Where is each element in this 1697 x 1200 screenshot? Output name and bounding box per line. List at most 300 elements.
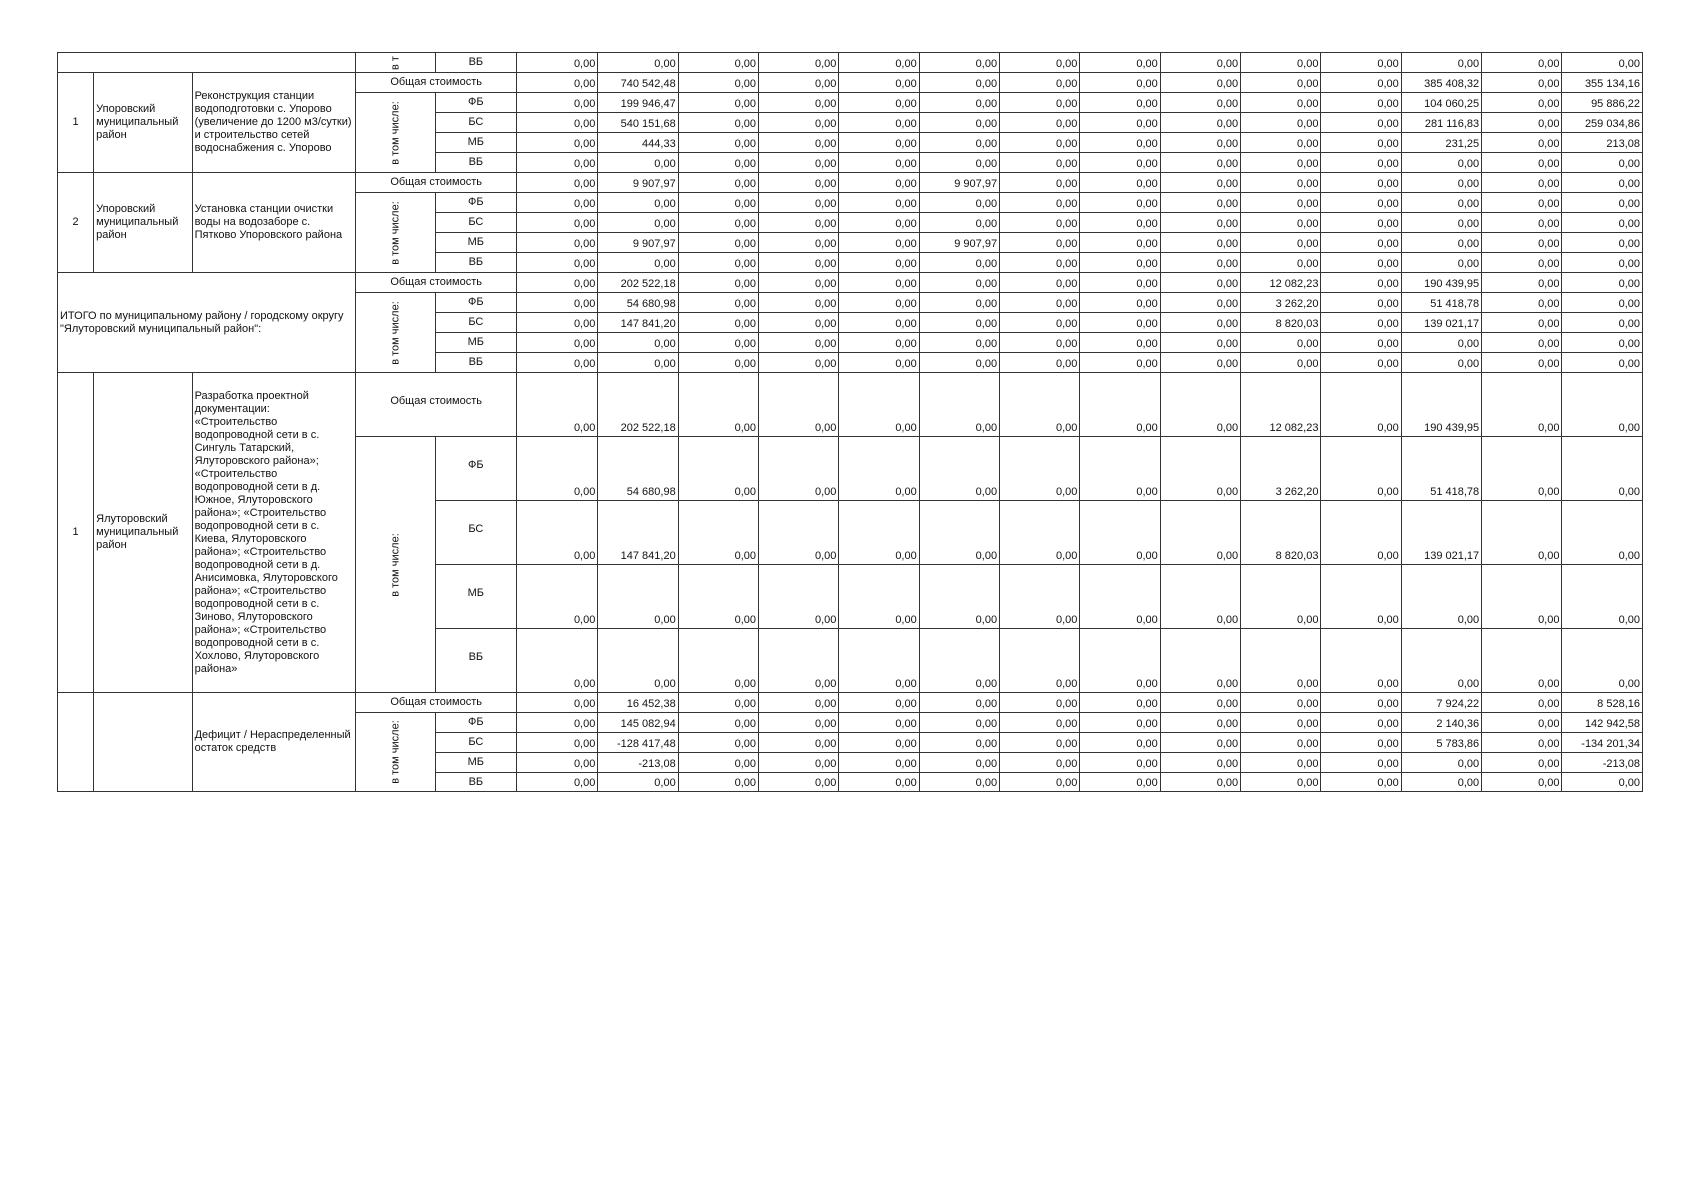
value-cell: 0,00: [839, 773, 919, 792]
total-cost-label: Общая стоимость: [356, 373, 517, 437]
value-cell: 0,00: [1241, 113, 1321, 133]
value-cell: 0,00: [919, 353, 999, 373]
table-row: [58, 273, 1643, 293]
source-label: ФБ: [435, 93, 516, 113]
value-cell: 0,00: [1241, 93, 1321, 113]
value-cell: 145 082,94: [598, 713, 678, 733]
value-cell: 12 082,23: [1241, 273, 1321, 293]
value-cell: 190 439,95: [1401, 373, 1481, 437]
value-cell: 0,00: [1241, 193, 1321, 213]
value-cell: 54 680,98: [598, 293, 678, 313]
value-cell: 0,00: [598, 193, 678, 213]
value-cell: 0,00: [1482, 133, 1562, 153]
value-cell: 0,00: [517, 73, 598, 93]
value-cell: 0,00: [517, 173, 598, 193]
value-cell: 0,00: [517, 753, 598, 773]
value-cell: 0,00: [1080, 73, 1160, 93]
total-cost-label: Общая стоимость: [356, 173, 517, 193]
source-label: ВБ: [435, 353, 516, 373]
value-cell: 139 021,17: [1401, 501, 1481, 565]
table-row: [58, 373, 1643, 437]
value-cell: 0,00: [759, 53, 839, 73]
value-cell: 0,00: [1160, 173, 1240, 193]
value-cell: 0,00: [1321, 565, 1401, 629]
row-index: 2: [58, 173, 94, 273]
table-row: [58, 53, 1643, 73]
value-cell: 142 942,58: [1562, 713, 1643, 733]
value-cell: 0,00: [1562, 53, 1643, 73]
value-cell: 0,00: [839, 53, 919, 73]
value-cell: 0,00: [1000, 193, 1080, 213]
value-cell: 0,00: [759, 773, 839, 792]
value-cell: 3 262,20: [1241, 437, 1321, 501]
value-cell: 281 116,83: [1401, 113, 1481, 133]
value-cell: 0,00: [598, 53, 678, 73]
value-cell: 0,00: [839, 629, 919, 693]
value-cell: 0,00: [1080, 253, 1160, 273]
value-cell: 0,00: [759, 93, 839, 113]
value-cell: 0,00: [1482, 565, 1562, 629]
value-cell: 0,00: [1000, 253, 1080, 273]
value-cell: 0,00: [919, 773, 999, 792]
source-label: ВБ: [435, 253, 516, 273]
value-cell: 0,00: [839, 113, 919, 133]
value-cell: 0,00: [1321, 73, 1401, 93]
value-cell: 0,00: [1321, 293, 1401, 313]
value-cell: 9 907,97: [919, 233, 999, 253]
value-cell: 0,00: [919, 333, 999, 353]
value-cell: 0,00: [839, 233, 919, 253]
value-cell: 0,00: [759, 565, 839, 629]
value-cell: 202 522,18: [598, 373, 678, 437]
district-name: Упоровский муниципальный район: [94, 173, 192, 273]
row-index: 1: [58, 373, 94, 693]
value-cell: 0,00: [598, 153, 678, 173]
value-cell: 199 946,47: [598, 93, 678, 113]
value-cell: 0,00: [517, 153, 598, 173]
value-cell: 0,00: [759, 437, 839, 501]
deficit-label: Дефицит / Нераспределенный остаток средств: [192, 693, 356, 792]
value-cell: 0,00: [1562, 437, 1643, 501]
table-row: [58, 173, 1643, 193]
value-cell: 0,00: [1321, 733, 1401, 753]
value-cell: 0,00: [517, 273, 598, 293]
value-cell: 54 680,98: [598, 437, 678, 501]
value-cell: 0,00: [759, 313, 839, 333]
value-cell: 0,00: [678, 173, 758, 193]
value-cell: 0,00: [678, 213, 758, 233]
value-cell: 0,00: [1562, 353, 1643, 373]
value-cell: 0,00: [1321, 153, 1401, 173]
value-cell: 12 082,23: [1241, 373, 1321, 437]
value-cell: 0,00: [1401, 753, 1481, 773]
empty-cell: [58, 53, 356, 73]
value-cell: 0,00: [839, 133, 919, 153]
value-cell: 0,00: [759, 133, 839, 153]
value-cell: 0,00: [919, 293, 999, 313]
value-cell: 0,00: [1160, 353, 1240, 373]
value-cell: 0,00: [1080, 213, 1160, 233]
value-cell: 0,00: [1160, 733, 1240, 753]
total-cost-label: Общая стоимость: [356, 273, 517, 293]
value-cell: 0,00: [517, 113, 598, 133]
value-cell: 0,00: [678, 753, 758, 773]
value-cell: 0,00: [678, 565, 758, 629]
value-cell: 0,00: [1321, 333, 1401, 353]
value-cell: 0,00: [1562, 233, 1643, 253]
value-cell: 0,00: [1000, 53, 1080, 73]
value-cell: 0,00: [1321, 193, 1401, 213]
value-cell: 0,00: [1482, 313, 1562, 333]
value-cell: 0,00: [759, 253, 839, 273]
value-cell: 0,00: [1000, 133, 1080, 153]
value-cell: 0,00: [839, 173, 919, 193]
value-cell: 0,00: [1562, 253, 1643, 273]
value-cell: 0,00: [1241, 213, 1321, 233]
value-cell: 0,00: [1482, 93, 1562, 113]
value-cell: 0,00: [1482, 373, 1562, 437]
value-cell: 0,00: [1321, 437, 1401, 501]
value-cell: 0,00: [678, 373, 758, 437]
value-cell: 0,00: [678, 93, 758, 113]
value-cell: 0,00: [1000, 373, 1080, 437]
source-label: ФБ: [435, 193, 516, 213]
value-cell: 51 418,78: [1401, 293, 1481, 313]
value-cell: 0,00: [919, 273, 999, 293]
value-cell: 0,00: [678, 113, 758, 133]
value-cell: 540 151,68: [598, 113, 678, 133]
value-cell: 0,00: [1160, 565, 1240, 629]
value-cell: 0,00: [517, 253, 598, 273]
value-cell: 0,00: [517, 193, 598, 213]
value-cell: 0,00: [517, 629, 598, 693]
value-cell: 16 452,38: [598, 693, 678, 713]
source-label: ВБ: [435, 153, 516, 173]
project-name: Разработка проектной документации: «Строительство водопроводной сети в с. Сингуль Татарский, Ялуторовского района»; «Строительство водопроводной сети в д. Южное, Ялуторовского района»; «Строительство водопроводной сети в с. Киева, Ялуторовского района»; «Строительство водопроводной сети в д. Анисимовка, Ялуторовского района»; «Строительство водопроводной сети в с. Зиново, Ялуторовского района»; «Строительство водопроводной сети в с. Хохлово, Ялуторовского района»: [192, 373, 356, 693]
value-cell: 0,00: [919, 193, 999, 213]
value-cell: 0,00: [1321, 773, 1401, 792]
value-cell: 0,00: [1321, 53, 1401, 73]
value-cell: 0,00: [517, 233, 598, 253]
value-cell: 0,00: [839, 693, 919, 713]
value-cell: 0,00: [1401, 53, 1481, 73]
value-cell: 0,00: [1321, 273, 1401, 293]
source-label: МБ: [435, 233, 516, 253]
value-cell: 0,00: [1080, 629, 1160, 693]
value-cell: 0,00: [1080, 353, 1160, 373]
source-label: ВБ: [435, 773, 516, 792]
value-cell: 0,00: [1080, 153, 1160, 173]
value-cell: 0,00: [678, 353, 758, 373]
financing-table-sheet: [57, 52, 1643, 792]
value-cell: 0,00: [678, 153, 758, 173]
value-cell: 0,00: [1000, 501, 1080, 565]
value-cell: 5 783,86: [1401, 733, 1481, 753]
value-cell: 0,00: [1160, 133, 1240, 153]
value-cell: 0,00: [1080, 693, 1160, 713]
value-cell: 0,00: [1482, 353, 1562, 373]
value-cell: 0,00: [517, 293, 598, 313]
value-cell: 0,00: [1482, 213, 1562, 233]
value-cell: 0,00: [1482, 693, 1562, 713]
value-cell: 0,00: [598, 333, 678, 353]
value-cell: 0,00: [759, 233, 839, 253]
value-cell: 0,00: [1562, 333, 1643, 353]
value-cell: 0,00: [1482, 333, 1562, 353]
value-cell: 0,00: [759, 73, 839, 93]
value-cell: 0,00: [1482, 273, 1562, 293]
project-name: Реконструкция станции водоподготовки с. Упорово (увеличение до 1200 м3/сутки) и строительство сетей водоснабжения с. Упорово: [192, 73, 356, 173]
value-cell: 0,00: [1080, 193, 1160, 213]
value-cell: 0,00: [919, 753, 999, 773]
value-cell: 0,00: [517, 773, 598, 792]
source-label: МБ: [435, 333, 516, 353]
value-cell: 147 841,20: [598, 501, 678, 565]
total-cost-label: Общая стоимость: [356, 693, 517, 713]
value-cell: 0,00: [1080, 273, 1160, 293]
value-cell: 0,00: [1080, 293, 1160, 313]
value-cell: 0,00: [517, 693, 598, 713]
value-cell: 0,00: [1401, 253, 1481, 273]
value-cell: 0,00: [1562, 313, 1643, 333]
value-cell: 0,00: [839, 213, 919, 233]
value-cell: 0,00: [759, 173, 839, 193]
value-cell: 0,00: [1321, 693, 1401, 713]
value-cell: 0,00: [919, 713, 999, 733]
value-cell: 0,00: [1482, 253, 1562, 273]
value-cell: 0,00: [1000, 233, 1080, 253]
value-cell: 0,00: [1321, 313, 1401, 333]
value-cell: 8 820,03: [1241, 501, 1321, 565]
value-cell: 0,00: [1241, 333, 1321, 353]
value-cell: 147 841,20: [598, 313, 678, 333]
value-cell: 0,00: [1401, 193, 1481, 213]
value-cell: 2 140,36: [1401, 713, 1481, 733]
value-cell: 0,00: [839, 733, 919, 753]
value-cell: 0,00: [1160, 253, 1240, 273]
value-cell: 0,00: [1000, 293, 1080, 313]
value-cell: 0,00: [1000, 213, 1080, 233]
value-cell: 0,00: [1241, 253, 1321, 273]
table-row: [58, 693, 1643, 713]
district-name: Упоровский муниципальный район: [94, 73, 192, 173]
value-cell: 0,00: [1160, 313, 1240, 333]
value-cell: 0,00: [1321, 233, 1401, 253]
empty-cell: [58, 693, 94, 792]
value-cell: 0,00: [517, 713, 598, 733]
value-cell: 0,00: [1160, 113, 1240, 133]
value-cell: -213,08: [1562, 753, 1643, 773]
value-cell: 0,00: [598, 253, 678, 273]
value-cell: 0,00: [1080, 133, 1160, 153]
source-label: БС: [435, 501, 516, 565]
value-cell: 8 820,03: [1241, 313, 1321, 333]
value-cell: 0,00: [839, 313, 919, 333]
value-cell: 0,00: [678, 193, 758, 213]
value-cell: 0,00: [759, 193, 839, 213]
value-cell: 0,00: [517, 501, 598, 565]
value-cell: 740 542,48: [598, 73, 678, 93]
value-cell: 0,00: [1080, 93, 1160, 113]
value-cell: 0,00: [1080, 233, 1160, 253]
empty-cell: [94, 693, 192, 792]
value-cell: 0,00: [678, 133, 758, 153]
value-cell: 0,00: [839, 193, 919, 213]
value-cell: 0,00: [678, 733, 758, 753]
value-cell: 0,00: [759, 693, 839, 713]
value-cell: 0,00: [1562, 565, 1643, 629]
value-cell: 0,00: [839, 501, 919, 565]
source-label: ВБ: [435, 629, 516, 693]
value-cell: 0,00: [1321, 629, 1401, 693]
value-cell: 0,00: [1080, 313, 1160, 333]
value-cell: 0,00: [1160, 773, 1240, 792]
value-cell: 0,00: [1482, 53, 1562, 73]
source-label: МБ: [435, 565, 516, 629]
value-cell: 0,00: [517, 53, 598, 73]
source-label: БС: [435, 213, 516, 233]
value-cell: 0,00: [1401, 353, 1481, 373]
value-cell: 0,00: [1401, 213, 1481, 233]
value-cell: 0,00: [1562, 629, 1643, 693]
value-cell: 0,00: [919, 501, 999, 565]
value-cell: 0,00: [1000, 333, 1080, 353]
value-cell: 0,00: [1160, 693, 1240, 713]
value-cell: 0,00: [1080, 53, 1160, 73]
in-number-label: в т: [356, 53, 435, 73]
value-cell: 0,00: [1160, 273, 1240, 293]
value-cell: 0,00: [759, 273, 839, 293]
value-cell: 0,00: [1482, 73, 1562, 93]
value-cell: 0,00: [1160, 713, 1240, 733]
value-cell: 0,00: [1241, 73, 1321, 93]
value-cell: 0,00: [598, 353, 678, 373]
value-cell: 0,00: [759, 733, 839, 753]
value-cell: 0,00: [759, 113, 839, 133]
value-cell: 0,00: [839, 753, 919, 773]
value-cell: 0,00: [1080, 501, 1160, 565]
value-cell: 231,25: [1401, 133, 1481, 153]
value-cell: 0,00: [1000, 273, 1080, 293]
value-cell: 0,00: [1000, 773, 1080, 792]
value-cell: 139 021,17: [1401, 313, 1481, 333]
value-cell: 9 907,97: [598, 233, 678, 253]
value-cell: 0,00: [1160, 153, 1240, 173]
value-cell: 0,00: [678, 233, 758, 253]
value-cell: 0,00: [1482, 113, 1562, 133]
value-cell: 0,00: [839, 353, 919, 373]
value-cell: 0,00: [759, 213, 839, 233]
financing-table: [57, 52, 1643, 792]
value-cell: 0,00: [1000, 353, 1080, 373]
value-cell: 0,00: [919, 629, 999, 693]
value-cell: -213,08: [598, 753, 678, 773]
value-cell: 0,00: [1321, 113, 1401, 133]
value-cell: 0,00: [839, 93, 919, 113]
value-cell: 0,00: [1000, 173, 1080, 193]
value-cell: 0,00: [1482, 629, 1562, 693]
value-cell: 0,00: [598, 565, 678, 629]
value-cell: 0,00: [1241, 753, 1321, 773]
value-cell: 0,00: [759, 353, 839, 373]
value-cell: 0,00: [839, 73, 919, 93]
value-cell: 0,00: [1321, 373, 1401, 437]
value-cell: 0,00: [678, 53, 758, 73]
value-cell: 0,00: [678, 773, 758, 792]
value-cell: 0,00: [517, 333, 598, 353]
value-cell: 7 924,22: [1401, 693, 1481, 713]
value-cell: 0,00: [919, 565, 999, 629]
value-cell: 0,00: [1160, 437, 1240, 501]
value-cell: 0,00: [598, 213, 678, 233]
value-cell: 0,00: [1321, 713, 1401, 733]
value-cell: 0,00: [517, 93, 598, 113]
value-cell: 0,00: [839, 293, 919, 313]
value-cell: 0,00: [1401, 153, 1481, 173]
value-cell: 0,00: [678, 713, 758, 733]
value-cell: -128 417,48: [598, 733, 678, 753]
value-cell: 104 060,25: [1401, 93, 1481, 113]
value-cell: 0,00: [839, 437, 919, 501]
value-cell: 0,00: [517, 353, 598, 373]
value-cell: 0,00: [1321, 173, 1401, 193]
source-label: ВБ: [435, 53, 516, 73]
value-cell: 0,00: [598, 773, 678, 792]
source-label: ФБ: [435, 713, 516, 733]
value-cell: 0,00: [1562, 273, 1643, 293]
value-cell: 0,00: [1562, 773, 1643, 792]
value-cell: 0,00: [1160, 293, 1240, 313]
value-cell: 0,00: [1241, 733, 1321, 753]
value-cell: 0,00: [1080, 333, 1160, 353]
value-cell: 0,00: [678, 629, 758, 693]
value-cell: 0,00: [1562, 373, 1643, 437]
value-cell: 0,00: [1080, 373, 1160, 437]
value-cell: 213,08: [1562, 133, 1643, 153]
value-cell: 0,00: [1482, 437, 1562, 501]
value-cell: 0,00: [759, 629, 839, 693]
value-cell: 0,00: [1160, 53, 1240, 73]
total-cost-label: Общая стоимость: [356, 73, 517, 93]
value-cell: 0,00: [1562, 173, 1643, 193]
value-cell: 0,00: [1482, 173, 1562, 193]
value-cell: 202 522,18: [598, 273, 678, 293]
value-cell: 0,00: [1241, 629, 1321, 693]
value-cell: 0,00: [1321, 353, 1401, 373]
value-cell: 0,00: [1080, 733, 1160, 753]
in-number-label: в том числе:: [356, 713, 435, 792]
in-number-label: в том числе:: [356, 437, 435, 693]
value-cell: 0,00: [1080, 437, 1160, 501]
value-cell: -134 201,34: [1562, 733, 1643, 753]
value-cell: 0,00: [1482, 233, 1562, 253]
value-cell: 259 034,86: [1562, 113, 1643, 133]
value-cell: 0,00: [1321, 133, 1401, 153]
value-cell: 0,00: [919, 693, 999, 713]
value-cell: 0,00: [517, 213, 598, 233]
value-cell: 0,00: [1241, 353, 1321, 373]
value-cell: 0,00: [919, 373, 999, 437]
source-label: ФБ: [435, 437, 516, 501]
value-cell: 0,00: [919, 153, 999, 173]
in-number-label: в том числе:: [356, 293, 435, 373]
value-cell: 0,00: [1401, 333, 1481, 353]
value-cell: 0,00: [1482, 713, 1562, 733]
value-cell: 0,00: [1241, 233, 1321, 253]
value-cell: 0,00: [1000, 437, 1080, 501]
value-cell: 0,00: [1160, 73, 1240, 93]
value-cell: 0,00: [517, 565, 598, 629]
